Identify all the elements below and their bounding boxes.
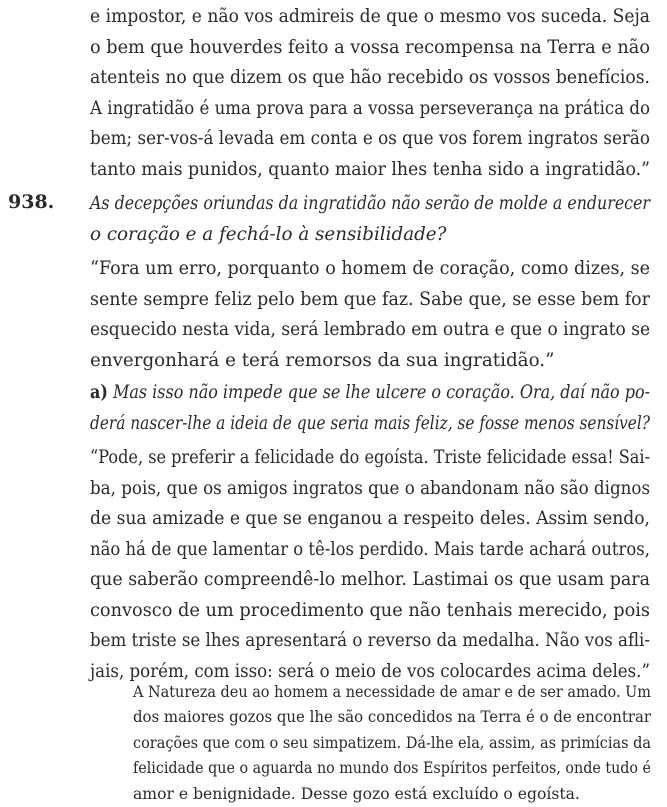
- top-paragraph: [90, 2, 650, 185]
- text-line: dos maiores gozos que lhe são concedidos na Terra é o de encontrar: [133, 708, 652, 727]
- text-line: felicidade que o aguarda no mundo dos Espíritos perfeitos, onde tudo é: [133, 759, 651, 778]
- answer-paragraph: [90, 254, 650, 376]
- text-line: e impostor, e não vos admireis de que o mesmo vos suceda. Seja: [90, 6, 650, 27]
- text-line: A Natureza deu ao homem a necessidade de amar e de ser amado. Um: [133, 683, 651, 701]
- text-line: As decepções oriundas da ingratidão não serão de molde a endurecer: [90, 193, 650, 214]
- text-line: envergonhará e terá remorsos da sua ingratidão.”: [90, 349, 555, 371]
- text-line: sente sempre feliz pelo bem que faz. Sabe que, se esse bem for: [90, 288, 650, 310]
- text-line: [90, 378, 651, 409]
- text-line: ba, pois, que os amigos ingratos que o abandonam não são dignos: [90, 477, 651, 499]
- text-line: bem triste se lhes apresentará o reverso da medalha. Não vos afli-: [90, 630, 650, 651]
- sub-question-line: derá nascer-lhe a ideia de que seria mais feliz, se fosse menos sensível?: [90, 412, 651, 434]
- commentary-note: [133, 680, 651, 807]
- text-line: não há de que lamentar o tê-los perdido. Mais tarde achará outros,: [90, 538, 650, 560]
- text-line: A ingratidão é uma prova para a vossa perseverança na prática do: [90, 97, 650, 119]
- sub-question-letter: a): [90, 382, 108, 403]
- text-line: amor e benignidade. Desse gozo está excluído o egoísta.: [133, 784, 580, 803]
- text-line: “Fora um erro, porquanto o homem de coração, como dizes, se: [90, 258, 651, 279]
- text-line: tanto mais punidos, quanto maior lhes tenha sido a ingratidão.”: [90, 158, 651, 180]
- text-line: corações que com o seu simpatizem. Dá-lhe ela, assim, as primícias da: [133, 733, 651, 752]
- text-line: atenteis no que dizem os que hão recebido os vossos benefícios.: [90, 67, 651, 88]
- text-line: esquecido nesta vida, será lembrado em outra e que o ingrato se: [90, 319, 651, 340]
- text-line: o coração e a fechá-lo à sensibilidade?: [90, 223, 447, 245]
- text-line: jais, porém, com isso: será o meio de vos colocardes acima deles.”: [90, 660, 650, 682]
- sub-answer-paragraph: [90, 443, 650, 687]
- text-line: bem; ser-vos-á levada em conta e os que vos forem ingratos serão: [90, 128, 650, 149]
- text-line: “Pode, se preferir a felicidade do egoísta. Triste felicidade essa! Sai-: [90, 447, 651, 468]
- text-line: o bem que houverdes feito a vossa recompensa na Terra e não: [90, 36, 650, 58]
- sub-question-line: Mas isso não impede que se lhe ulcere o coração. Ora, daí não po-: [107, 382, 651, 403]
- question-number: 938.: [8, 191, 55, 213]
- text-line: que saberão compreendê-lo melhor. Lastimai os que usam para: [90, 569, 650, 590]
- text-line: de sua amizade e que se enganou a respeito deles. Assim sendo,: [90, 508, 651, 529]
- sub-question: [90, 378, 650, 439]
- question-text: [90, 189, 650, 250]
- text-line: convosco de um procedimento que não tenhais merecido, pois: [90, 599, 651, 621]
